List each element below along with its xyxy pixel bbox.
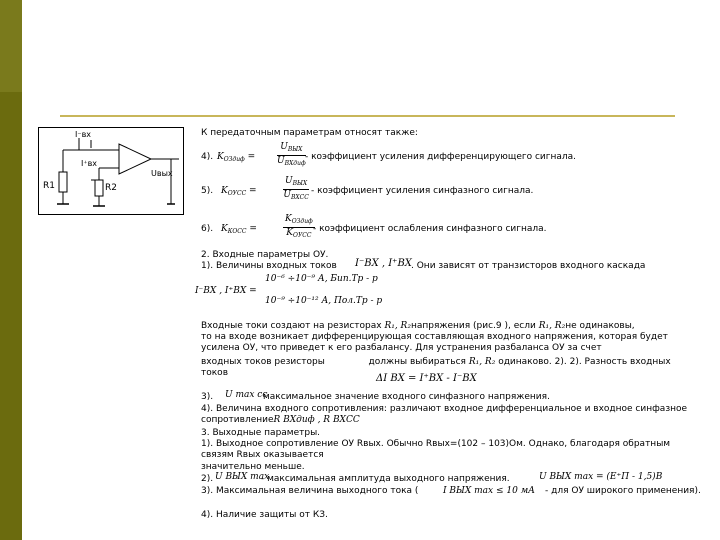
delta-formula: ΔI ВХ = I⁺ВХ - I⁻ВХ (376, 373, 477, 384)
item6-desc: - коэффициент ослабления синфазного сигнала. (313, 224, 547, 234)
para-text-1: Входные токи создают на резисторах (201, 321, 382, 331)
intro-text: К передаточным параметрам относят также: (201, 128, 418, 138)
item5-fraction (283, 176, 309, 203)
item5-numerator (283, 176, 309, 190)
item5-den-sym: U (283, 190, 291, 200)
item4-num-sym: U (280, 142, 288, 152)
item5-lhs-sub: ОУСС (227, 190, 247, 197)
out2-num: 2). (201, 474, 214, 484)
para-text-2: напряжения (рис.9 ), если (410, 321, 536, 331)
item6-fraction (283, 214, 315, 241)
label-i-minus: I⁻вх (75, 130, 92, 139)
para-r12c: R₁, R₂ (468, 357, 496, 367)
para-r12b: R₁, R₂ (538, 321, 566, 331)
item6-numerator (283, 214, 315, 228)
label-uout: Uвых (151, 169, 173, 178)
item4b-text (201, 404, 691, 426)
para-line4c: одинаково. 2). 2). Разность входных (498, 357, 671, 367)
out4-text: 4). Наличие защиты от КЗ. (201, 510, 328, 520)
item5-den-sub: ВХСС (290, 194, 309, 201)
label-r1: R1 (43, 181, 55, 191)
out2-desc: - максимальная амплитуда выходного напряжения. (261, 474, 510, 484)
left-accent-bar-top (0, 0, 22, 92)
item6-num-sym: K (285, 214, 292, 224)
item4-numerator (277, 142, 306, 156)
item5-eq: = (249, 186, 257, 196)
item5-num-sym: U (285, 176, 293, 186)
item6-lhs (221, 224, 257, 237)
para-line5: токов (201, 368, 228, 378)
section3-heading: 3. Выходные параметры. (201, 428, 321, 438)
out3-text: 3). Максимальная величина выходного тока ( (201, 486, 419, 496)
input-currents-formula: I⁻ВХ , I⁺ВХ (355, 258, 412, 269)
current-formula-row2: 10⁻⁹ ÷10⁻¹² А, Пол.Тр - р (265, 296, 383, 306)
item6-num: 6). (201, 224, 214, 234)
item6-lhs-sub: КОСС (227, 228, 247, 235)
circuit-svg (39, 128, 183, 214)
item5-desc: - коэффициент усиления синфазного сигнала. (311, 186, 534, 196)
para-text-3: не одинаковы, (565, 321, 635, 331)
item4-denominator (277, 156, 306, 169)
item4-num-sub: ВЫХ (287, 146, 303, 153)
current-formula-row1: 10⁻⁶ ÷10⁻⁹ А, Бип.Тр - р (265, 274, 378, 284)
out2-sym: U ВЫХ max (215, 472, 270, 482)
item6-eq: = (249, 224, 257, 234)
current-formula-lhs: I⁻ВХ , I⁺ВХ = (195, 286, 257, 296)
item4-lhs-sub: ОЗдиф (223, 156, 245, 163)
resistor-r1 (59, 172, 67, 192)
item3-desc: максимальное значение входного синфазного напряжения. (263, 392, 550, 402)
para-line4b: должны выбираться (368, 357, 466, 367)
item5-lhs (221, 186, 257, 199)
section2-heading: 2. Входные параметры ОУ. (201, 250, 329, 260)
item6-denominator (283, 228, 315, 241)
out1-text: 1). Выходное сопротивление ОУ Rвых. Обычно Rвых=(102 – 103)Ом. Однако, благодаря обратным связям Rвых оказывается (201, 439, 671, 460)
para-line4a: входных токов резисторы (201, 357, 325, 367)
header-rule (60, 115, 675, 117)
item6-den-sub: ОУСС (293, 232, 312, 239)
item4b-formula: R ВХдиф , R ВХСС (273, 415, 360, 425)
out3-after: - для ОУ широкого применения). (545, 486, 701, 496)
item5-denominator (283, 190, 309, 203)
item6-lhs-k: K (221, 224, 228, 234)
item5-lhs-k: K (221, 186, 228, 196)
para-line4 (201, 357, 671, 368)
item3-num: 3). (201, 392, 214, 402)
out1b-text: значительно меньше. (201, 462, 305, 472)
item6-num-sub: ОЗдиф (291, 218, 313, 225)
item4-lhs-k: K (217, 152, 224, 162)
para-input-currents-cont: то на входе возникает дифференцирующая составляющая входного напряжения, которая будет усилена ОУ, что приведет к его разбалансу. Для устранения разбаланса ОУ за счет (201, 332, 668, 353)
item4-fraction (277, 142, 306, 169)
item4-num: 4). (201, 152, 214, 162)
item4-desc: - коэффициент усиления дифференцирующего сигнала. (305, 152, 577, 162)
out2-formula: U ВЫХ max = (E⁺П - 1,5)В (539, 472, 663, 482)
item4-eq: = (247, 152, 256, 162)
item4-den-sym: U (277, 156, 285, 166)
item4-lhs (217, 152, 255, 165)
label-r2: R2 (105, 183, 117, 193)
opamp-triangle (119, 144, 151, 174)
item4b-span: 4). Величина входного сопротивления: различают входное дифференциальное и входное синфазное сопротивление (201, 404, 688, 425)
item5-num-sub: ВЫХ (292, 180, 308, 187)
input-currents-text: 1). Величины входных токов (201, 261, 337, 271)
item4-den-sub: ВХдиф (284, 160, 306, 167)
item3-sym: U max сс (225, 390, 268, 400)
opamp-circuit-diagram (38, 127, 184, 215)
label-i-plus: I⁺вх (81, 159, 98, 168)
para-r12: R₁, R₂ (384, 321, 411, 331)
resistor-r2 (95, 180, 103, 196)
out3-formula: I ВЫХ max ≤ 10 мА (443, 486, 535, 496)
item5-num: 5). (201, 186, 214, 196)
para-input-currents (201, 321, 635, 332)
input-currents-after: . Они зависят от транзисторов входного каскада (411, 261, 646, 271)
item6-den-sym: K (286, 228, 294, 238)
